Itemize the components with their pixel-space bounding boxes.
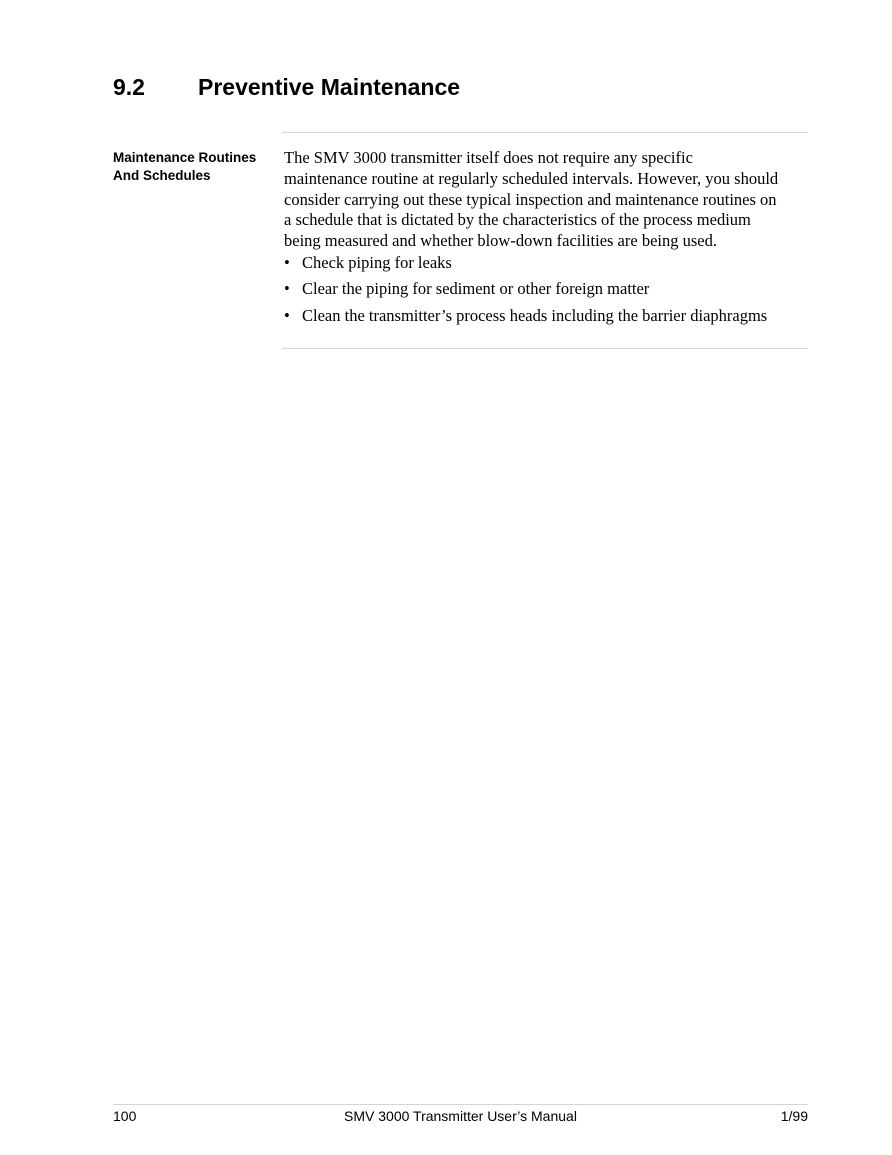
section-number: 9.2	[113, 74, 145, 100]
content-top-rule	[282, 132, 808, 133]
bullet-icon: •	[284, 252, 290, 272]
paragraph-line: a schedule that is dictated by the characteristics of the process medium	[284, 210, 751, 230]
list-item	[284, 253, 810, 274]
list-item	[284, 306, 810, 327]
paragraph-line: being measured and whether blow-down facilities are being used.	[284, 231, 717, 251]
side-heading-line-1: Maintenance Routines	[113, 150, 257, 165]
intro-paragraph	[284, 148, 810, 252]
list-item-text: Clear the piping for sediment or other foreign matter	[302, 279, 650, 299]
paragraph-line: consider carrying out these typical inspection and maintenance routines on	[284, 189, 777, 209]
list-item-text: Check piping for leaks	[302, 252, 452, 272]
footer-manual-title: SMV 3000 Transmitter User’s Manual	[344, 1108, 577, 1124]
body-text	[284, 148, 810, 332]
list-item-text: Clean the transmitter’s process heads including the barrier diaphragms	[302, 305, 768, 325]
side-heading-line-2: And Schedules	[113, 168, 211, 183]
bullet-icon: •	[284, 305, 290, 325]
footer-page-number: 100	[113, 1108, 137, 1124]
footer-rule	[113, 1104, 808, 1105]
section-heading	[113, 72, 460, 102]
bullet-icon: •	[284, 279, 290, 299]
footer-date: 1/99	[780, 1108, 808, 1124]
paragraph-line: maintenance routine at regularly scheduled intervals. However, you should	[284, 168, 779, 188]
side-heading	[113, 149, 278, 185]
list-item	[284, 279, 810, 300]
page-footer	[113, 1107, 808, 1125]
maintenance-list	[284, 253, 810, 327]
content-bottom-rule	[282, 348, 808, 349]
paragraph-line: The SMV 3000 transmitter itself does not require any specific	[284, 148, 693, 167]
section-title: Preventive Maintenance	[198, 74, 461, 100]
